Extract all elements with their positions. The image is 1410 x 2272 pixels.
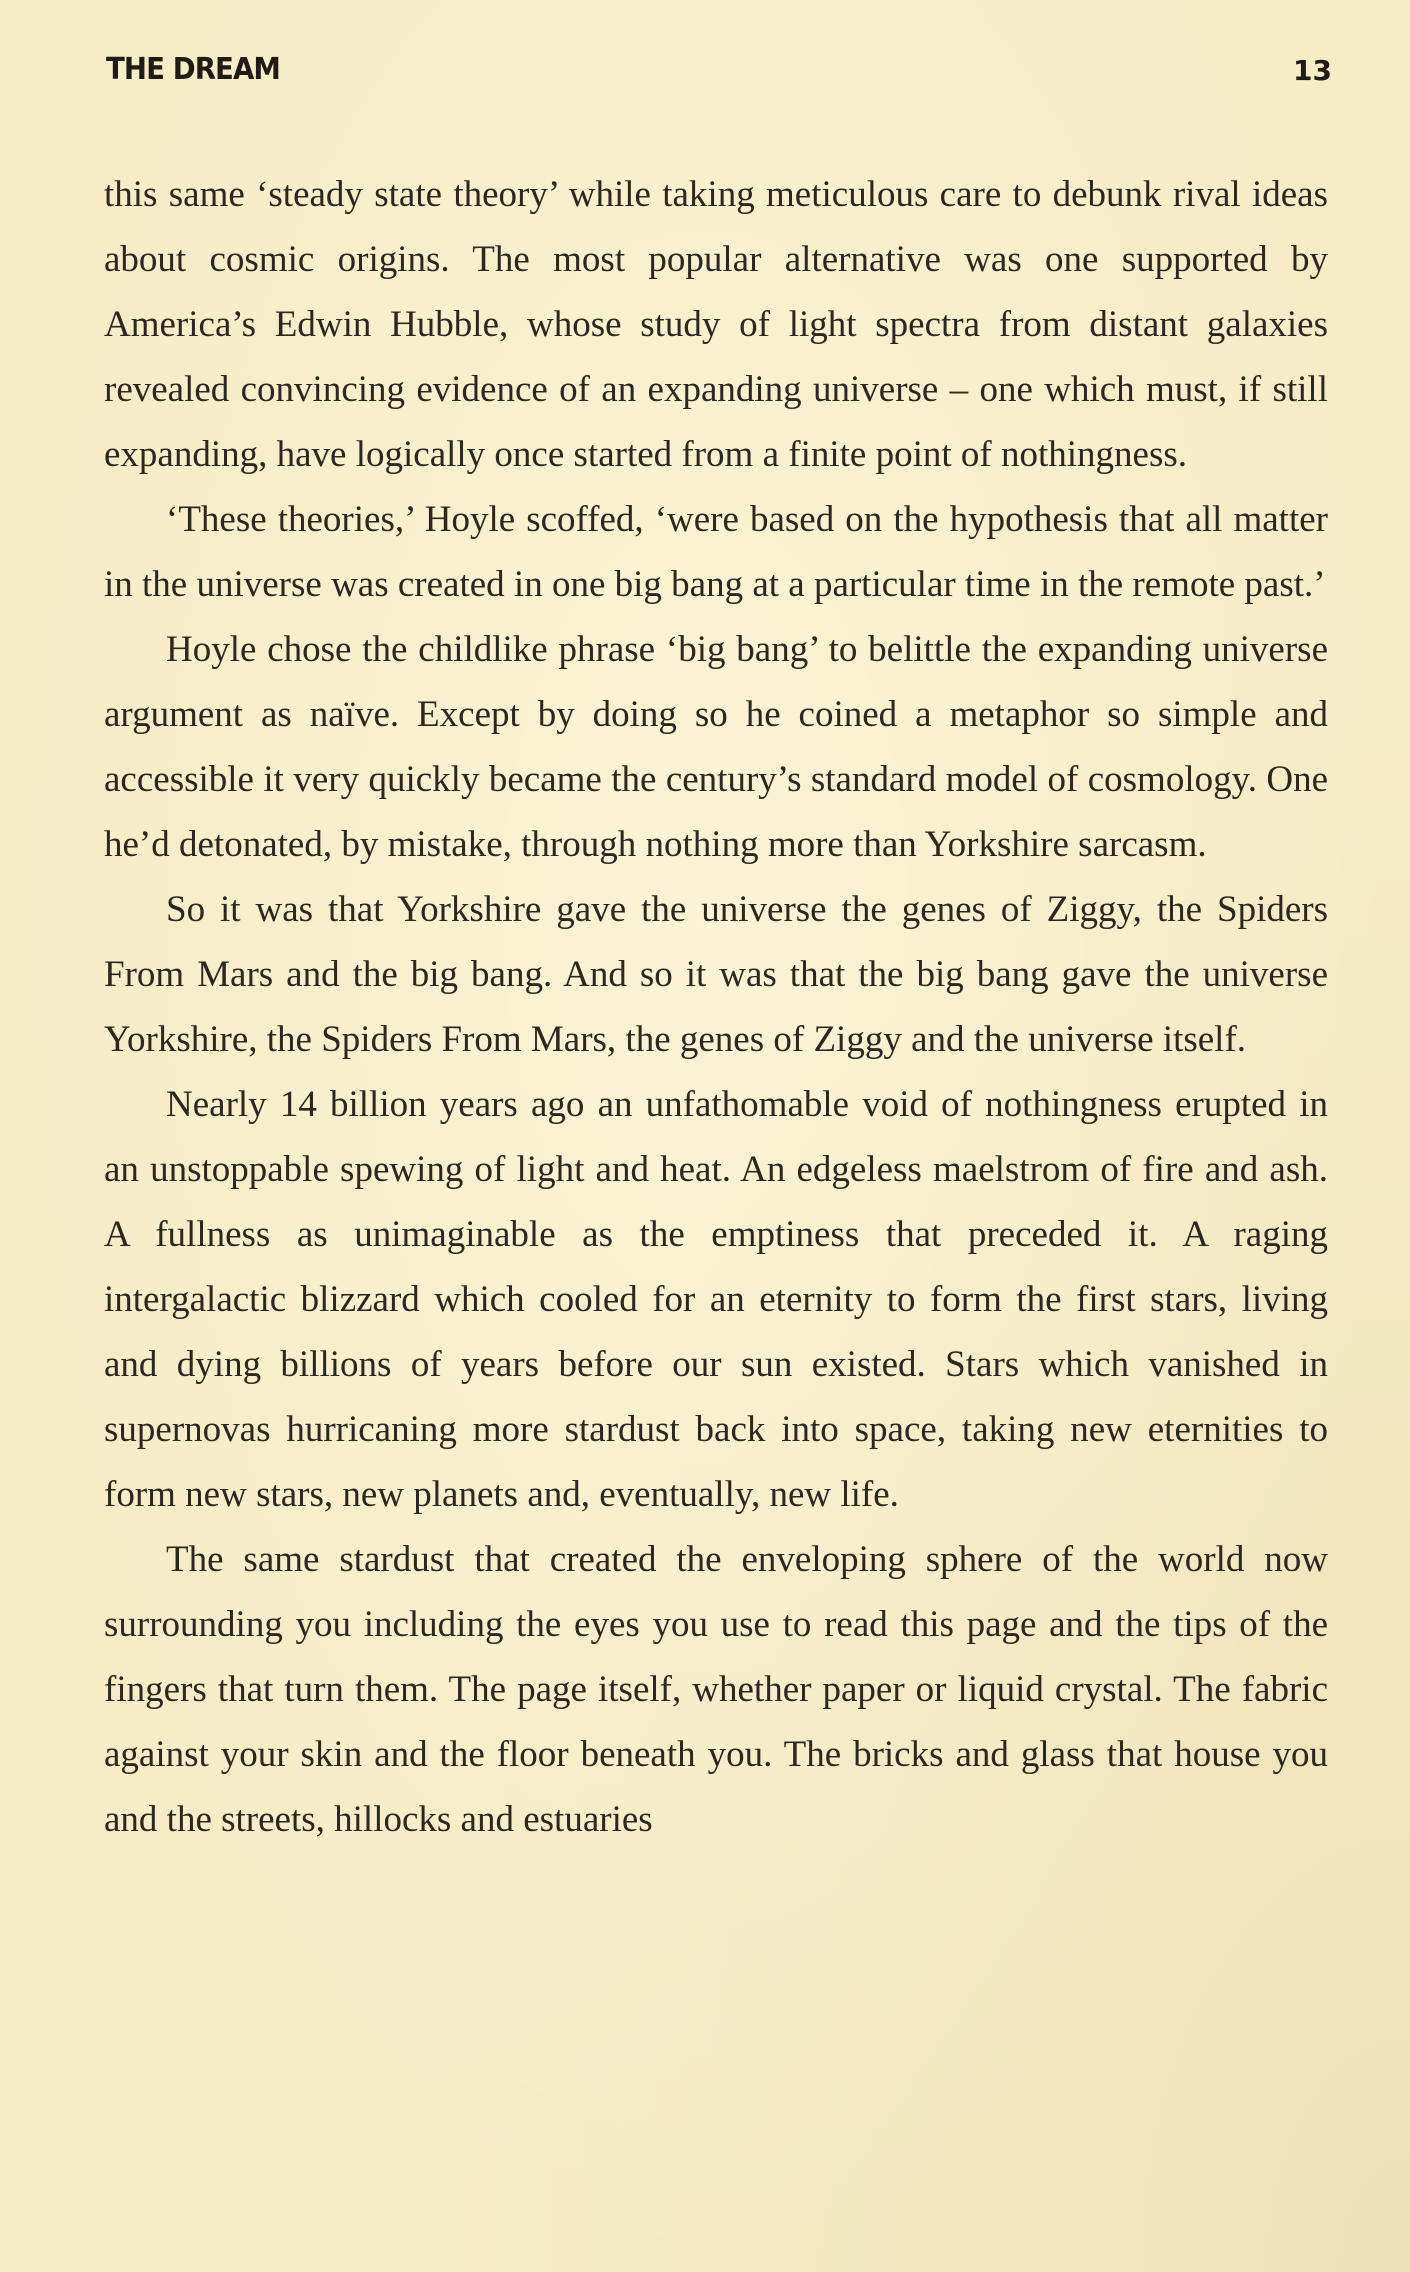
book-title: THE DREAM bbox=[106, 52, 280, 87]
paragraph: So it was that Yorkshire gave the universe the genes of Ziggy, the Spiders From Mars and the big bang. And so it was that the big bang gave the universe Yorkshire, the Spiders From Mars, the genes of Ziggy and the universe itself. bbox=[104, 889, 1328, 1060]
page-number: 13 bbox=[1293, 54, 1332, 87]
paragraph: ‘These theories,’ Hoyle scoffed, ‘were based on the hypothesis that all matter in the universe was created in one big bang at a particular time in the remote past.’ bbox=[104, 499, 1328, 605]
paragraph: this same ‘steady state theory’ while taking meticulous care to debunk rival ideas about cosmic origins. The most popular alternative was one supported by America’s Edwin Hubble, whose study of light spectra from distant galaxies revealed convincing evidence of an expanding universe – one which must, if still expanding, have logically once started from a finite point of nothingness. bbox=[104, 174, 1328, 475]
running-head bbox=[106, 52, 1332, 96]
paragraph: Nearly 14 billion years ago an unfathomable void of nothingness erupted in an unstoppable spewing of light and heat. An edgeless maelstrom of fire and ash. A fullness as unimaginable as the emptiness that preceded it. A raging intergalactic blizzard which cooled for an eternity to form the first stars, living and dying billions of years before our sun existed. Stars which vanished in supernovas hurricaning more stardust back into space, taking new eternities to form new stars, new planets and, eventually, new life. bbox=[104, 1084, 1328, 1515]
paragraph: Hoyle chose the childlike phrase ‘big bang’ to belittle the expanding universe argument as naïve. Except by doing so he coined a metaphor so simple and accessible it very quickly became the century’s standard model of cosmology. One he’d detonated, by mistake, through nothing more than Yorkshire sarcasm. bbox=[104, 629, 1328, 865]
paragraph: The same stardust that created the enveloping sphere of the world now surrounding you including the eyes you use to read this page and the tips of the fingers that turn them. The page itself, whether paper or liquid crystal. The fabric against your skin and the floor beneath you. The bricks and glass that house you and the streets, hillocks and estuaries bbox=[104, 1539, 1328, 1840]
body-text bbox=[104, 162, 1328, 1852]
